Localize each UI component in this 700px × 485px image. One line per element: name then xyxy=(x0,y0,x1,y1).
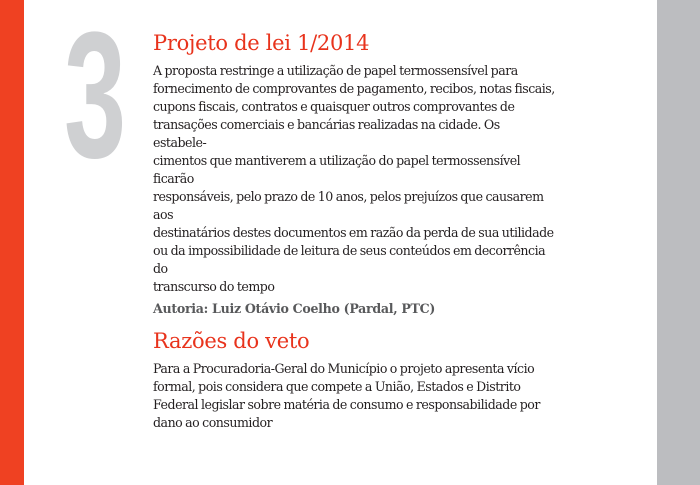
project-author: Autoria: Luiz Otávio Coelho (Pardal, PTC) xyxy=(153,301,436,316)
description-line: responsáveis, pelo prazo de 10 anos, pelos prejuízos que causarem aos xyxy=(153,189,544,222)
description-line: transcurso do tempo xyxy=(153,279,275,294)
project-description xyxy=(153,62,555,296)
veto-reasons xyxy=(153,360,555,432)
reason-line: formal, pois considera que compete a União, Estados e Distrito xyxy=(153,379,521,394)
description-line: transações comerciais e bancárias realizadas na cidade. Os estabele- xyxy=(153,117,500,150)
description-line: fornecimento de comprovantes de pagamento, recibos, notas fiscais, xyxy=(153,81,555,96)
article-content xyxy=(153,30,555,432)
description-line: A proposta restringe a utilização de papel termossensível para xyxy=(153,63,518,78)
description-line: destinatários destes documentos em razão da perda de sua utilidade xyxy=(153,225,554,240)
item-number: 3 xyxy=(64,0,127,196)
project-title: Projeto de lei 1/2014 xyxy=(153,31,370,55)
description-line: cupons fiscais, contratos e quaisquer outros comprovantes de xyxy=(153,99,515,114)
reason-line: Federal legislar sobre matéria de consumo e responsabilidade por xyxy=(153,397,540,412)
left-accent-bar xyxy=(0,0,24,485)
right-side-bar xyxy=(657,0,700,485)
reason-line: dano ao consumidor xyxy=(153,415,273,430)
veto-title: Razões do veto xyxy=(153,329,310,353)
description-line: cimentos que mantiverem a utilização do papel termossensível ficarão xyxy=(153,153,521,186)
description-line: ou da impossibilidade de leitura de seus conteúdos em decorrência do xyxy=(153,243,546,276)
reason-line: Para a Procuradoria-Geral do Município o projeto apresenta vício xyxy=(153,361,535,376)
